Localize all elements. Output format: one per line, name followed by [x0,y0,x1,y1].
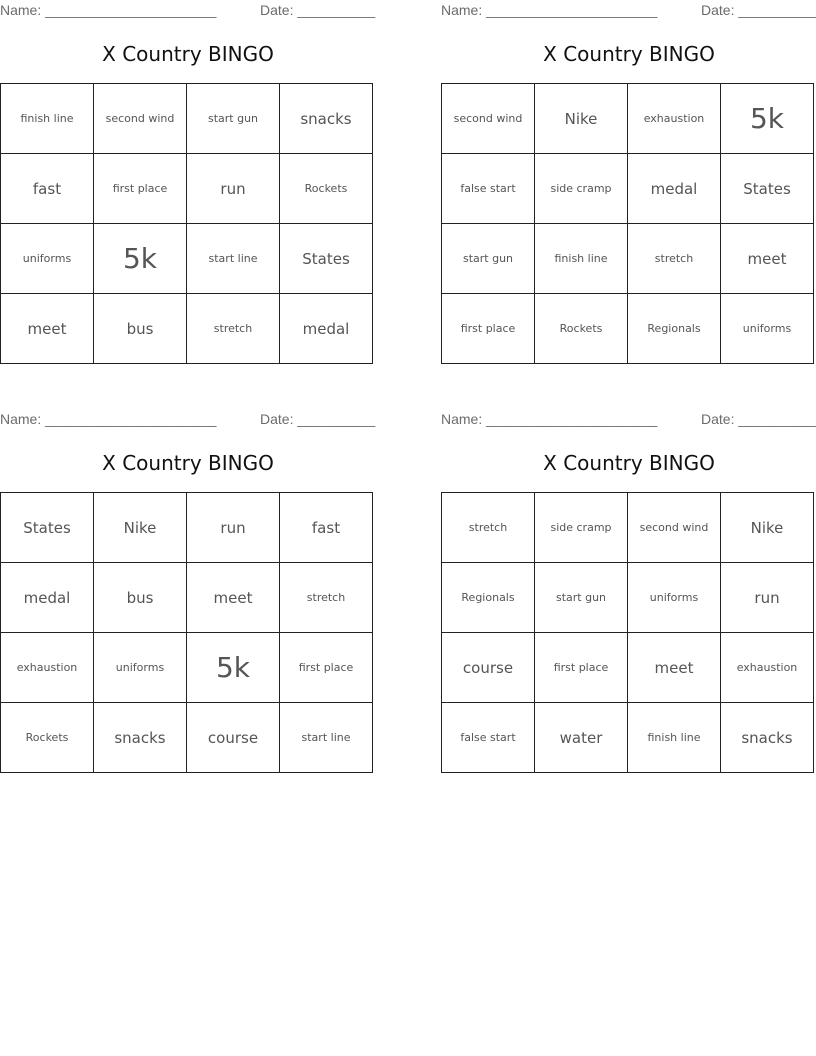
bingo-cell: Nike [721,493,814,563]
bingo-cell: States [280,224,373,294]
bingo-grid [441,83,814,364]
bingo-cell: meet [721,224,814,294]
card-title: X Country BINGO [102,42,274,66]
bingo-cell: uniforms [1,224,94,294]
bingo-cell: water [535,703,628,773]
card-title: X Country BINGO [543,451,715,475]
bingo-cell: course [442,633,535,703]
bingo-cell: States [1,493,94,563]
bingo-cell: snacks [721,703,814,773]
name-field-label: Name: ______________________ [441,2,658,18]
bingo-cell: 5k [187,633,280,703]
bingo-cell: Regionals [442,563,535,633]
bingo-grid [441,492,814,773]
bingo-cell: exhaustion [628,84,721,154]
bingo-cell: run [187,154,280,224]
bingo-cell: bus [94,294,187,364]
bingo-cell: finish line [1,84,94,154]
name-field-label: Name: ______________________ [0,411,217,427]
bingo-cell: uniforms [628,563,721,633]
bingo-cell: snacks [94,703,187,773]
bingo-cell: Rockets [1,703,94,773]
bingo-cell: medal [628,154,721,224]
bingo-cell: Nike [94,493,187,563]
bingo-cell: uniforms [721,294,814,364]
name-field-label: Name: ______________________ [441,411,658,427]
bingo-cell: uniforms [94,633,187,703]
bingo-cell: finish line [628,703,721,773]
bingo-cell: first place [280,633,373,703]
card-header-fields [441,2,816,20]
bingo-cell: start line [187,224,280,294]
bingo-cell: second wind [442,84,535,154]
bingo-cell: stretch [628,224,721,294]
bingo-cell: fast [1,154,94,224]
bingo-cell: first place [535,633,628,703]
bingo-cell: side cramp [535,493,628,563]
card-title: X Country BINGO [543,42,715,66]
bingo-cell: States [721,154,814,224]
card-header-fields [0,2,376,20]
bingo-cell: run [721,563,814,633]
bingo-cell: snacks [280,84,373,154]
date-field-label: Date: __________ [260,411,376,427]
bingo-cell: 5k [94,224,187,294]
bingo-cell: bus [94,563,187,633]
date-field-label: Date: __________ [701,2,816,18]
bingo-cell: medal [1,563,94,633]
card-header-fields [441,411,816,429]
bingo-cell: false start [442,154,535,224]
bingo-cell: meet [187,563,280,633]
name-field-label: Name: ______________________ [0,2,217,18]
bingo-cell: second wind [94,84,187,154]
bingo-cell: start gun [442,224,535,294]
bingo-cell: meet [1,294,94,364]
bingo-cell: stretch [280,563,373,633]
bingo-cell: meet [628,633,721,703]
bingo-cell: 5k [721,84,814,154]
card-title: X Country BINGO [102,451,274,475]
bingo-cell: false start [442,703,535,773]
bingo-cell: stretch [442,493,535,563]
bingo-cell: start line [280,703,373,773]
date-field-label: Date: __________ [701,411,816,427]
bingo-cell: medal [280,294,373,364]
bingo-cell: second wind [628,493,721,563]
bingo-cell: finish line [535,224,628,294]
bingo-cell: first place [94,154,187,224]
card-header-fields [0,411,376,429]
bingo-cell: start gun [187,84,280,154]
bingo-cell: exhaustion [721,633,814,703]
bingo-cell: Rockets [535,294,628,364]
bingo-cell: Regionals [628,294,721,364]
bingo-cell: stretch [187,294,280,364]
bingo-cell: fast [280,493,373,563]
bingo-grid [0,492,373,773]
bingo-cell: first place [442,294,535,364]
bingo-cell: course [187,703,280,773]
bingo-cell: Nike [535,84,628,154]
date-field-label: Date: __________ [260,2,376,18]
bingo-grid [0,83,373,364]
bingo-cell: run [187,493,280,563]
bingo-cell: start gun [535,563,628,633]
bingo-cell: Rockets [280,154,373,224]
bingo-cell: side cramp [535,154,628,224]
bingo-cell: exhaustion [1,633,94,703]
